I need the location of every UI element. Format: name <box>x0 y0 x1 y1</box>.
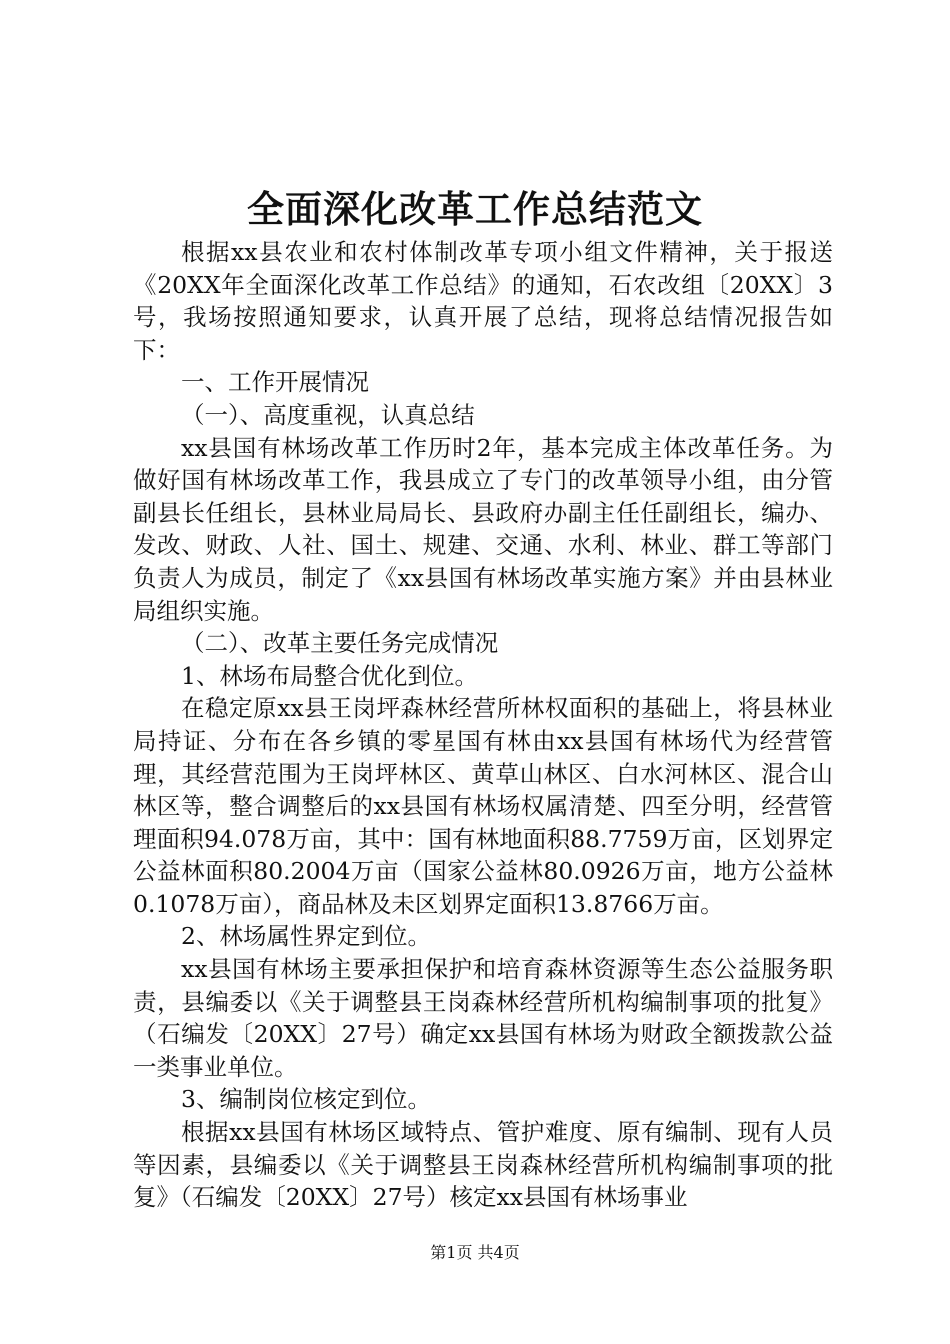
item-heading-2: 2、林场属性界定到位。 <box>181 922 431 951</box>
paragraph-layout: 在稳定原xx县王岗坪森林经营所林权面积的基础上，将县林业局持证、分布在各乡镇的零星国有林由xx县国有林场代为经营管理，其经营范围为王岗坪林区、黄草山林区、白水河林区、混合山林区等，整合调整后的xx县国有林场权属清楚、四至分明，经营管理面积94.078万亩，其中：国有林地面积88.7759万亩，区划界定公益林面积80.2004万亩（国家公益林80.0926万亩，地方公益林0.1078万亩），商品林及未区划界定面积13.8766万亩。 <box>133 694 833 918</box>
heading-work-status: 一、工作开展情况 <box>181 368 369 397</box>
document-title: 全面深化改革工作总结范文 <box>247 187 703 231</box>
subheading-1: （一）、高度重视，认真总结 <box>181 400 475 429</box>
paragraph-staffing: 根据xx县国有林场区域特点、管护难度、原有编制、现有人员等因素，县编委以《关于调整县王岗森林经营所机构编制事项的批复》（石编发〔20XX〕27号）核定xx县国有林场事业 <box>133 1118 833 1212</box>
paragraph-attribute: xx县国有林场主要承担保护和培育森林资源等生态公益服务职责，县编委以《关于调整县王岗森林经营所机构编制事项的批复》（石编发〔20XX〕27号）确定xx县国有林场为财政全额拨款公益一类事业单位。 <box>133 955 833 1081</box>
item-heading-1: 1、林场布局整合优化到位。 <box>181 661 478 690</box>
paragraph-intro: 根据xx县农业和农村体制改革专项小组文件精神，关于报送《20XX年全面深化改革工作总结》的通知，石农改组〔20XX〕3号，我场按照通知要求，认真开展了总结，现将总结情况报告如下： <box>133 238 833 364</box>
paragraph-reform-overview: xx县国有林场改革工作历时2年，基本完成主体改革任务。为做好国有林场改革工作，我县成立了专门的改革领导小组，由分管副县长任组长，县林业局局长、县政府办副主任任副组长，编办、发改、财政、人社、国土、规建、交通、水利、林业、群工等部门负责人为成员，制定了《xx县国有林场改革实施方案》并由县林业局组织实施。 <box>133 433 833 625</box>
document-body <box>133 236 833 1214</box>
item-heading-3: 3、编制岗位核定到位。 <box>181 1085 431 1114</box>
subheading-2: （二）、改革主要任务完成情况 <box>181 629 499 658</box>
page-footer: 第1页 共4页 <box>430 1243 520 1262</box>
